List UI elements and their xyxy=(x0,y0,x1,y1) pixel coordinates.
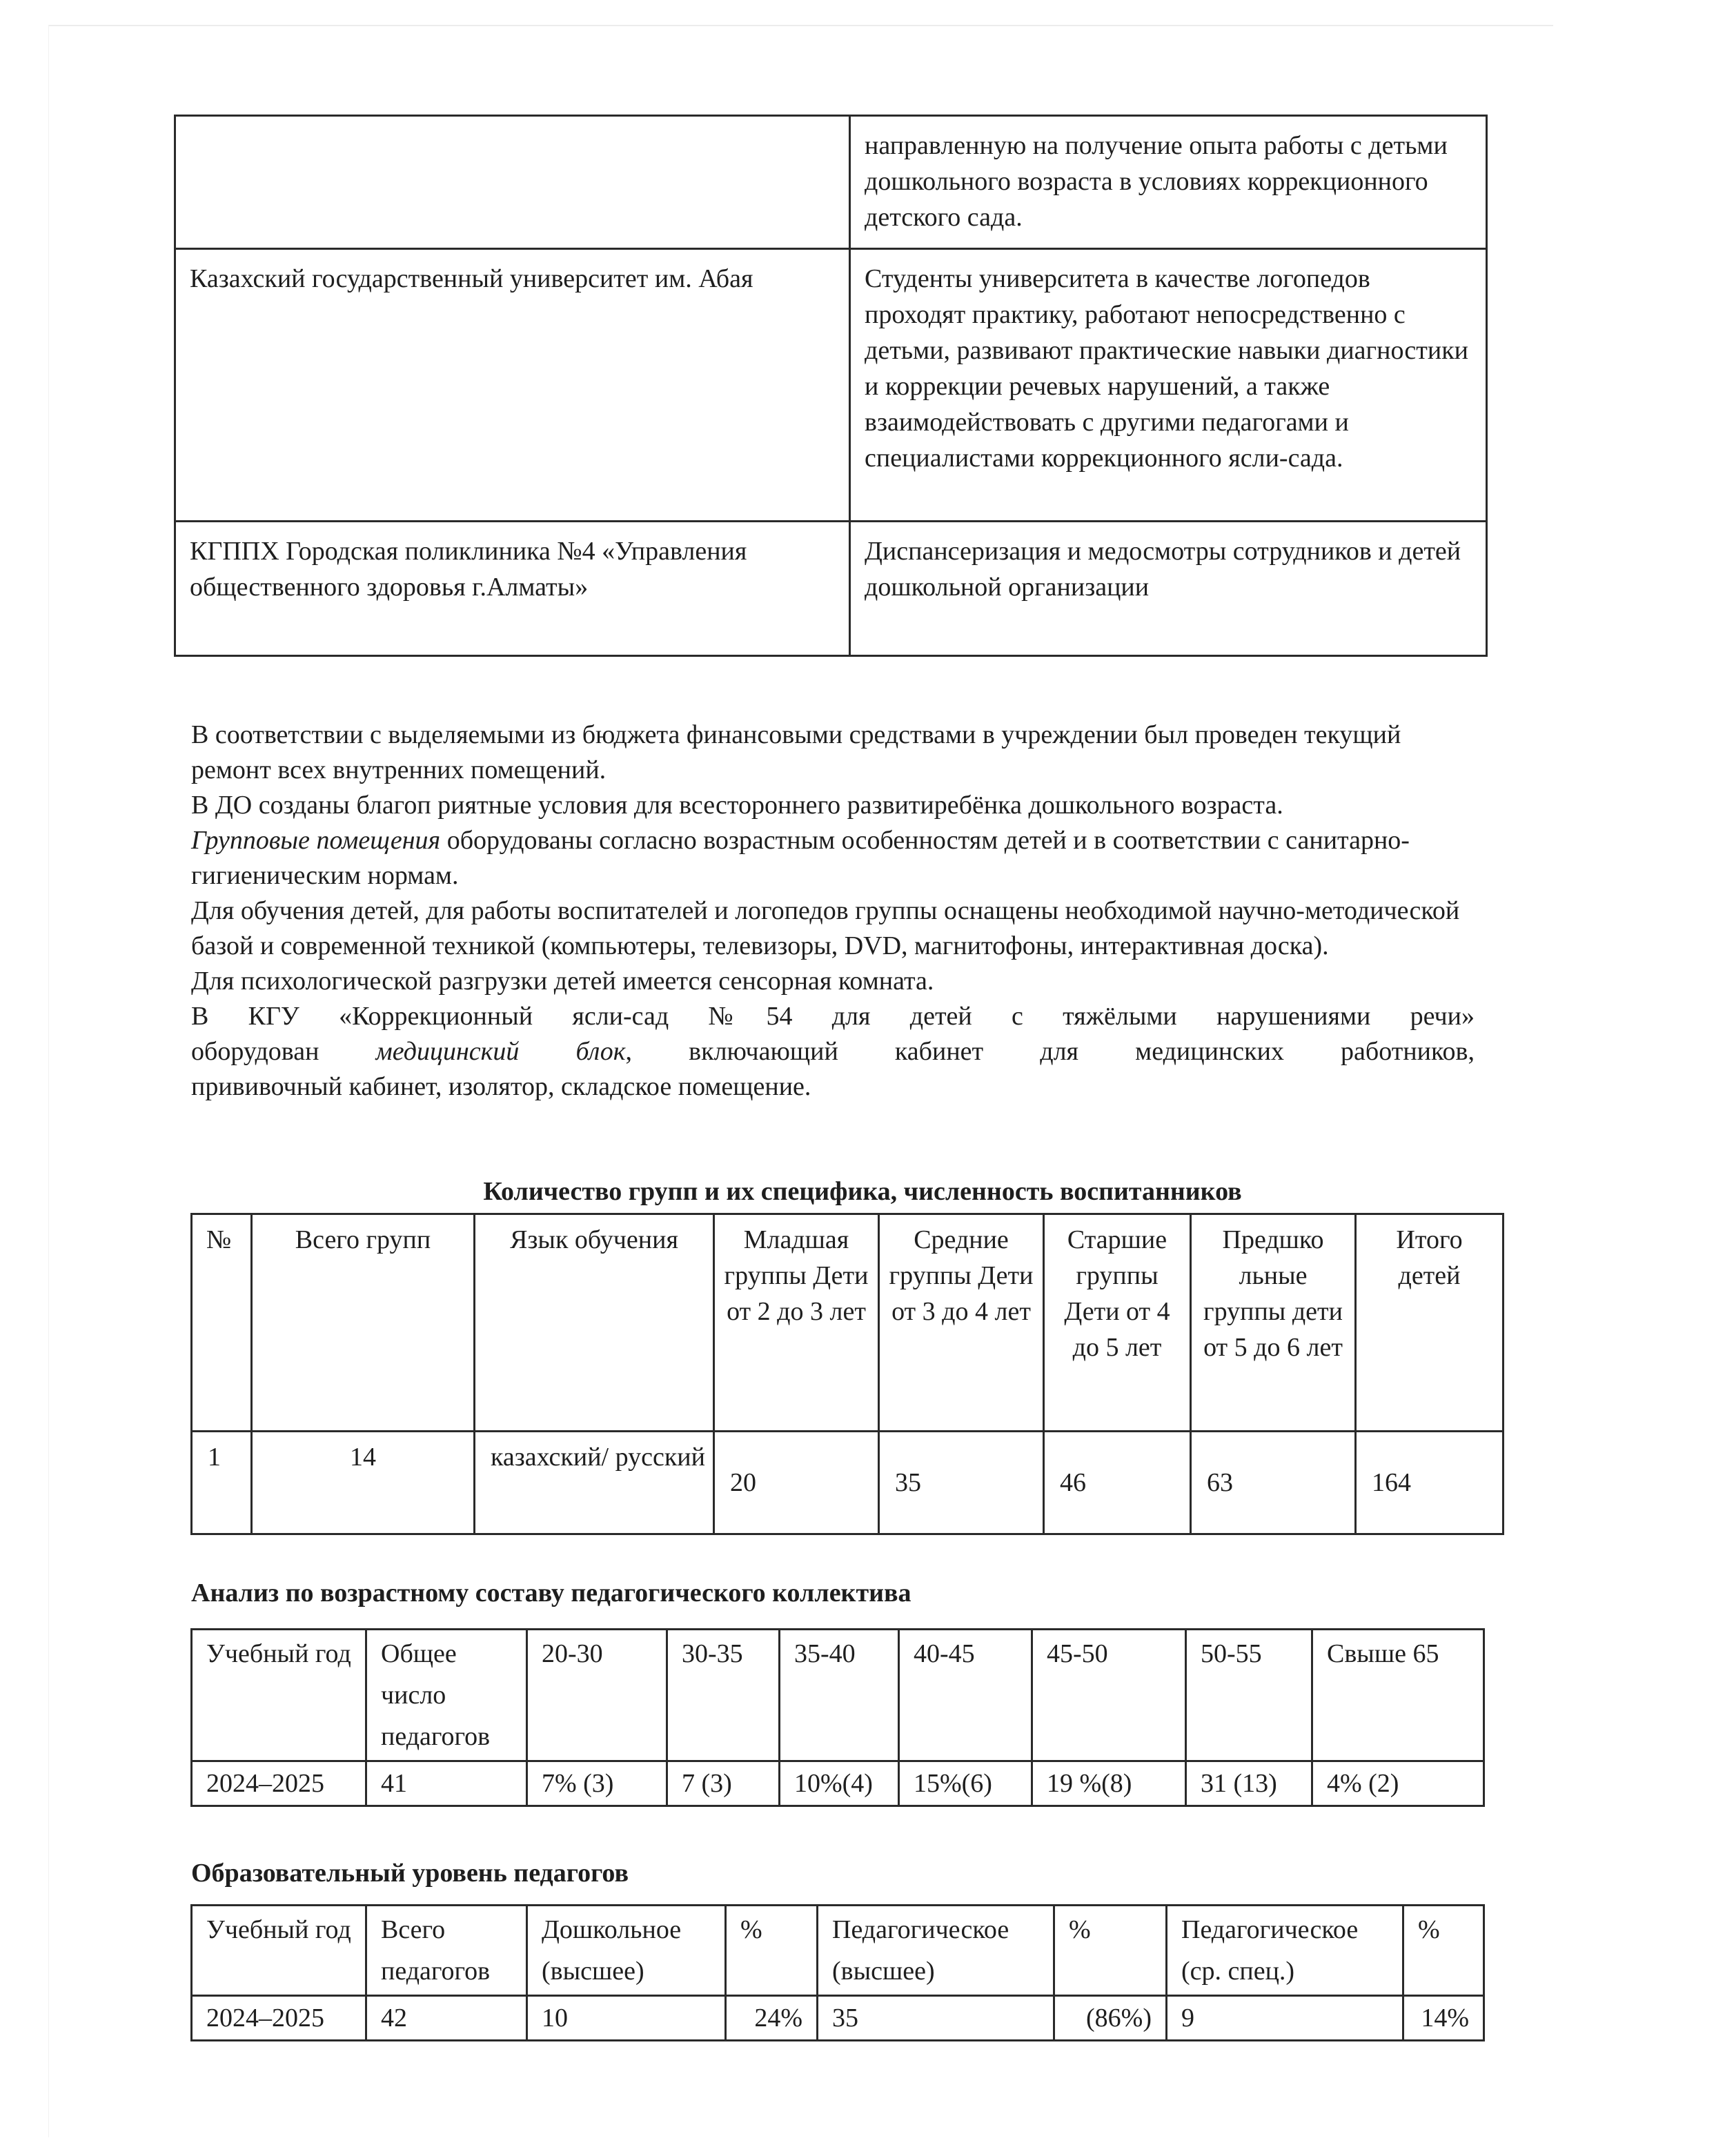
paragraph-group-rooms xyxy=(191,823,1475,893)
emphasis-medical-block: медицинский блок xyxy=(375,1037,626,1066)
age-composition-table xyxy=(190,1628,1485,1807)
header-age-50-55: 50-55 xyxy=(1186,1630,1312,1761)
cell-senior: 46 xyxy=(1044,1432,1191,1534)
header-total-groups: Всего групп xyxy=(252,1214,475,1432)
table-row xyxy=(175,116,1487,249)
header-total-teachers: Всего педагогов xyxy=(366,1906,527,1996)
facilities-description xyxy=(191,718,1475,1105)
cell-number: 1 xyxy=(192,1432,252,1534)
paragraph-equipment: Для обучения детей, для работы воспитателей и логопедов группы оснащены необходимой научно-методической базой и современной техникой (компьютеры, телевизоры, DVD, магнитофоны, интерактивная доска). xyxy=(191,896,1460,960)
paragraph-conditions: В ДО созданы благоп риятные условия для всестороннего развитиребёнка дошкольного возраста. xyxy=(191,791,1283,820)
header-age-40-45: 40-45 xyxy=(899,1630,1032,1761)
age-section-title: Анализ по возрастному составу педагогического коллектива xyxy=(191,1579,911,1608)
cell-middle: 35 xyxy=(879,1432,1044,1534)
header-school-year: Учебный год xyxy=(192,1630,366,1761)
cell-percent-1: 24% xyxy=(726,1996,818,2041)
cell-percent-2: (86%) xyxy=(1054,1996,1167,2041)
header-school-year: Учебный год xyxy=(192,1906,366,1996)
cell-age-over-65: 4% (2) xyxy=(1312,1761,1484,1806)
header-preschool-groups: Предшко льные группы дети от 5 до 6 лет xyxy=(1191,1214,1356,1432)
groups-table xyxy=(190,1213,1504,1535)
cell-age-35-40: 10%(4) xyxy=(780,1761,899,1806)
cell-age-45-50: 19 %(8) xyxy=(1032,1761,1186,1806)
header-age-45-50: 45-50 xyxy=(1032,1630,1186,1761)
cell-total-teachers: 42 xyxy=(366,1996,527,2041)
cell-preschool: 63 xyxy=(1191,1432,1356,1534)
cell-total-children: 164 xyxy=(1356,1432,1504,1534)
header-preschool-higher: Дошкольное (высшее) xyxy=(527,1906,726,1996)
partner-cell xyxy=(175,116,850,249)
partners-table xyxy=(174,115,1488,657)
cell-age-50-55: 31 (13) xyxy=(1186,1761,1312,1806)
paragraph-medical-line1: В КГУ «Коррекционный ясли-сад №54 для детей с тяжёлыми нарушениями речи» xyxy=(191,1002,1475,1031)
header-senior-groups: Старшие группы Дети от 4 до 5 лет xyxy=(1044,1214,1191,1432)
table-row xyxy=(192,1761,1484,1806)
partner-cell: Казахский государственный университет им. Абая xyxy=(175,249,850,522)
cell-total-teachers: 41 xyxy=(366,1761,527,1806)
description-cell: Студенты университета в качестве логопедов проходят практику, работают непосредственно с детьми, развивают практические навыки диагностики и коррекции речевых нарушений, а также взаимодействовать с другими педагогами и специалистами коррекционного ясли-сада. xyxy=(850,249,1487,522)
table-row xyxy=(175,522,1487,656)
table-header-row xyxy=(192,1214,1504,1432)
cell-school-year: 2024–2025 xyxy=(192,1761,366,1806)
cell-preschool-higher: 10 xyxy=(527,1996,726,2041)
header-age-20-30: 20-30 xyxy=(527,1630,667,1761)
table-row xyxy=(192,1432,1504,1534)
cell-percent-3: 14% xyxy=(1403,1996,1484,2041)
header-pedagogical-secondary: Педагогическое (ср. спец.) xyxy=(1167,1906,1403,1996)
paragraph-repair: В соответствии с выделяемыми из бюджета финансовыми средствами в учреждении был проведен текущий ремонт всех внутренних помещений. xyxy=(191,720,1401,784)
partner-cell: КГППХ Городская поликлиника №4 «Управления общественного здоровья г.Алматы» xyxy=(175,522,850,656)
education-level-table xyxy=(190,1904,1485,2041)
cell-age-40-45: 15%(6) xyxy=(899,1761,1032,1806)
table-row xyxy=(175,249,1487,522)
emphasis-group-rooms: Групповые помещения xyxy=(191,826,441,855)
cell-pedagogical-higher: 35 xyxy=(818,1996,1054,2041)
header-language: Язык обучения xyxy=(475,1214,714,1432)
cell-total-groups: 14 xyxy=(252,1432,475,1534)
header-age-35-40: 35-40 xyxy=(780,1630,899,1761)
table-header-row xyxy=(192,1630,1484,1761)
paragraph-medical-line3: прививочный кабинет, изолятор, складское помещение. xyxy=(191,1072,811,1101)
paragraph-group-rooms-text: оборудованы согласно возрастным особенностям детей и в соответствии с санитарно-гигиеническим нормам. xyxy=(191,826,1410,890)
header-junior-groups: Младшая группы Дети от 2 до 3 лет xyxy=(714,1214,879,1432)
description-cell: Диспансеризация и медосмотры сотрудников и детей дошкольной организации xyxy=(850,522,1487,656)
header-middle-groups: Средние группы Дети от 3 до 4 лет xyxy=(879,1214,1044,1432)
header-percent-2: % xyxy=(1054,1906,1167,1996)
groups-section-title: Количество групп и их специфика, численность воспитанников xyxy=(483,1177,1242,1206)
header-age-30-35: 30-35 xyxy=(667,1630,780,1761)
header-pedagogical-higher: Педагогическое (высшее) xyxy=(818,1906,1054,1996)
cell-school-year: 2024–2025 xyxy=(192,1996,366,2041)
cell-age-30-35: 7 (3) xyxy=(667,1761,780,1806)
header-age-over-65: Свыше 65 xyxy=(1312,1630,1484,1761)
header-total-children: Итого детей xyxy=(1356,1214,1504,1432)
table-header-row xyxy=(192,1906,1484,1996)
cell-pedagogical-secondary: 9 xyxy=(1167,1996,1403,2041)
medical-text-rest: , включающий кабинет для медицинских работников, xyxy=(625,1037,1475,1066)
header-total-teachers: Общее число педагогов xyxy=(366,1630,527,1761)
description-cell: направленную на получение опыта работы с детьми дошкольного возраста в условиях коррекционного детского сада. xyxy=(850,116,1487,249)
header-percent-3: % xyxy=(1403,1906,1484,1996)
cell-junior: 20 xyxy=(714,1432,879,1534)
paragraph-medical-line2 xyxy=(191,1034,1475,1069)
cell-age-20-30: 7% (3) xyxy=(527,1761,667,1806)
paragraph-sensory-room: Для психологической разгрузки детей имеется сенсорная комната. xyxy=(191,967,934,996)
medical-text-pre: оборудован xyxy=(191,1037,376,1066)
table-row xyxy=(192,1996,1484,2041)
header-number: № xyxy=(192,1214,252,1432)
header-percent-1: % xyxy=(726,1906,818,1996)
cell-language: казахский/ русский xyxy=(475,1432,714,1534)
education-section-title: Образовательный уровень педагогов xyxy=(191,1859,629,1888)
